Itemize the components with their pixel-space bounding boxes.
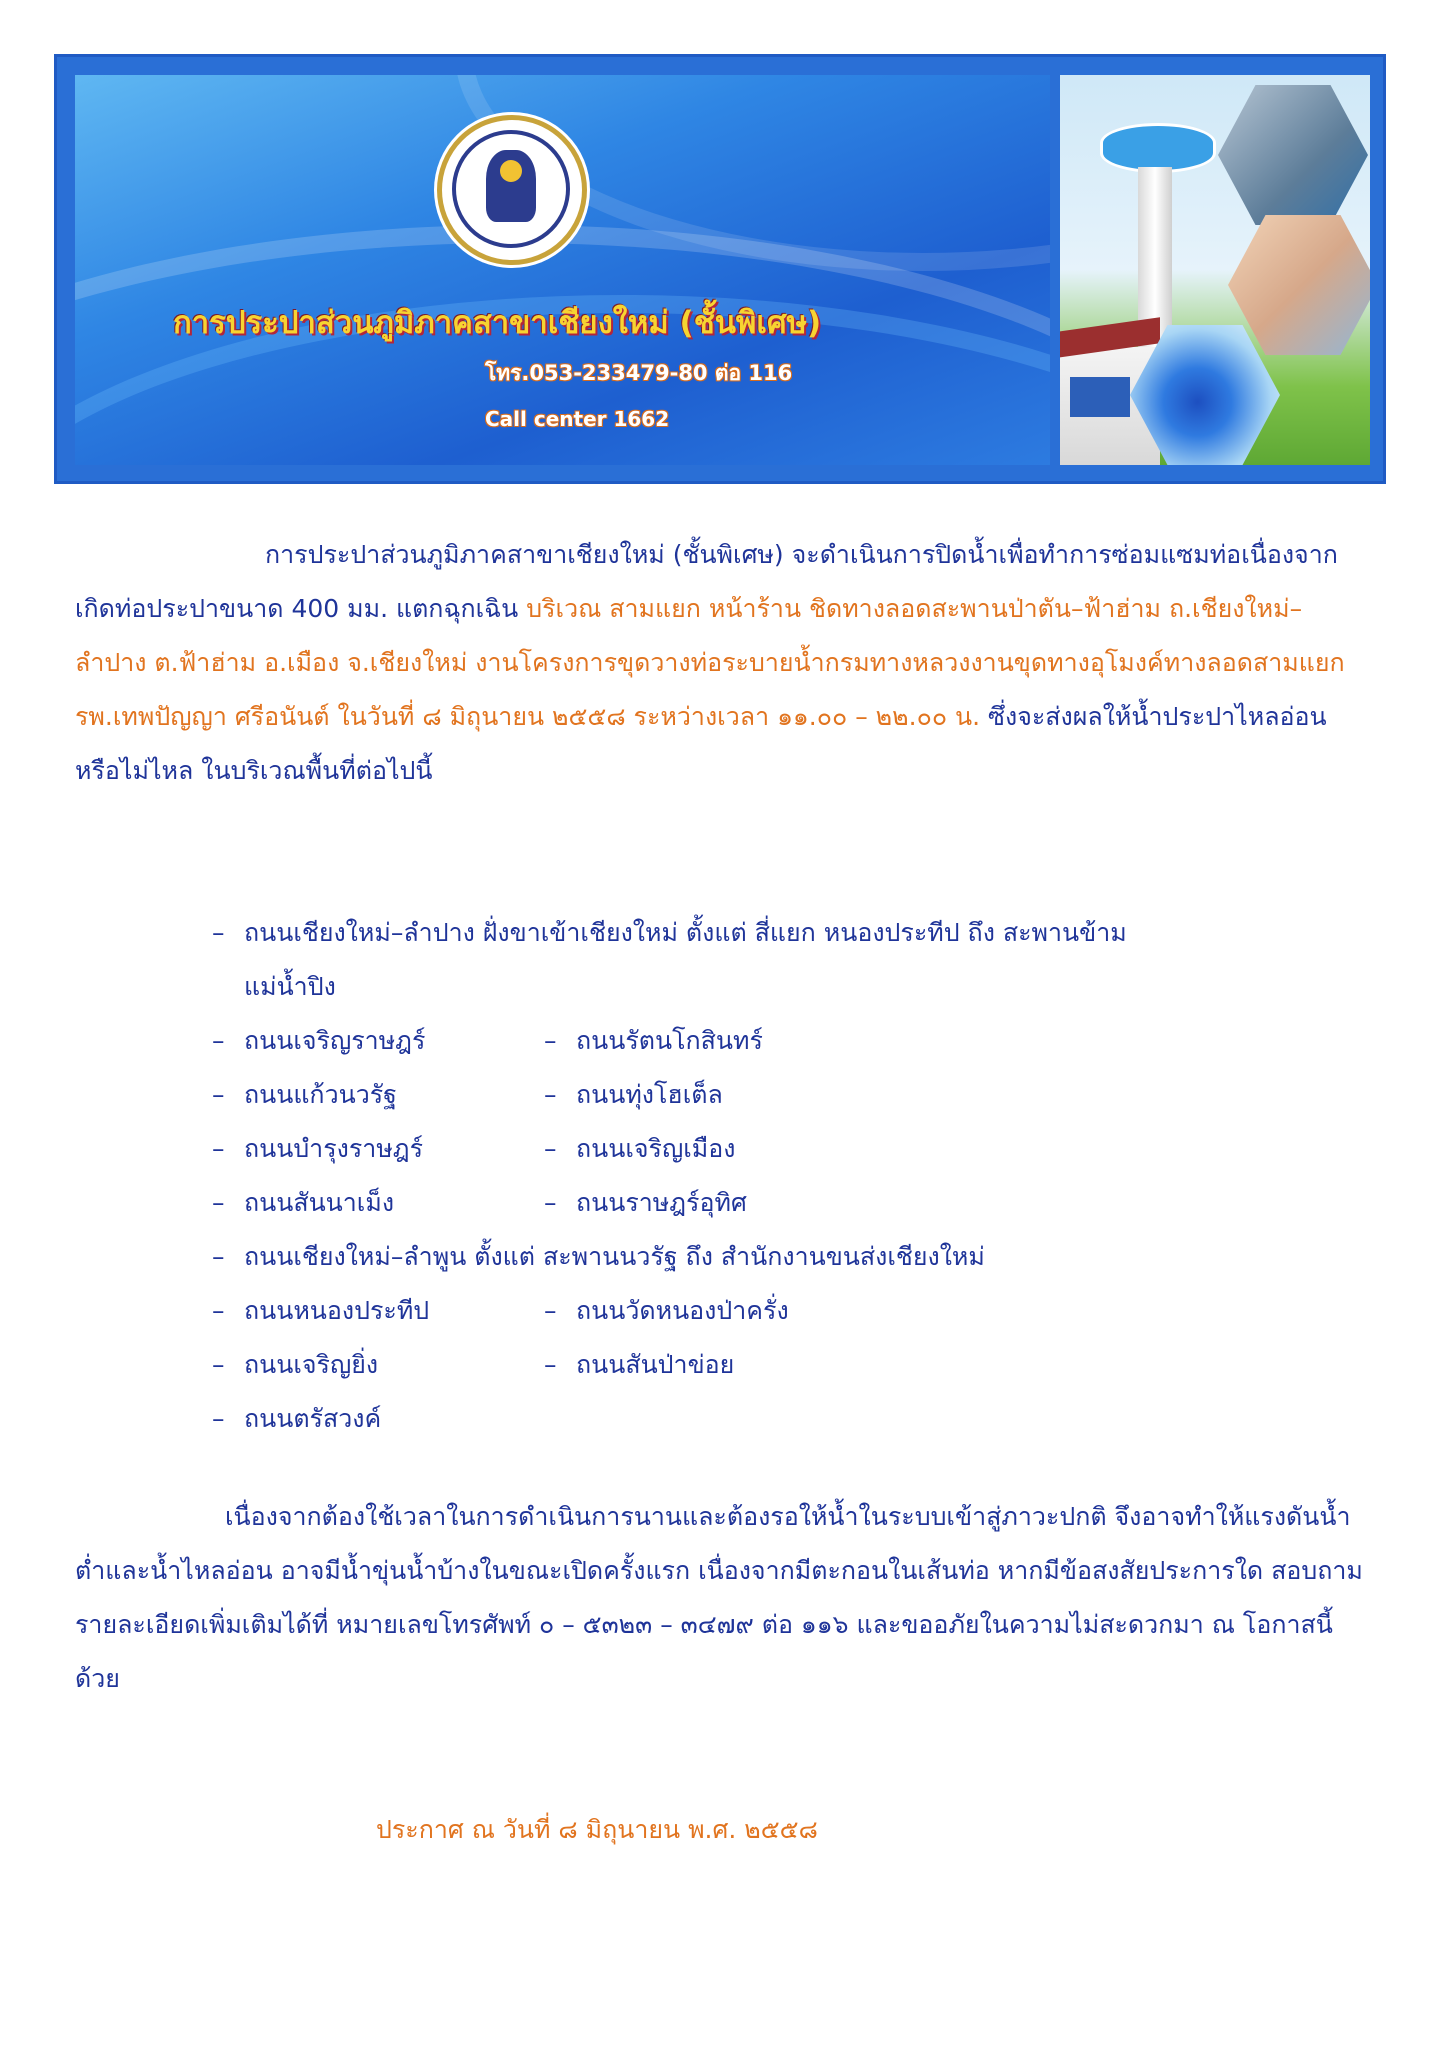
dash: – (544, 1188, 557, 1217)
dash: – (544, 1080, 557, 1109)
list-item (212, 1068, 1362, 1122)
dash: – (212, 1404, 225, 1433)
road-name: ถนนสันนาเม็ง (244, 1188, 395, 1217)
notice-paragraph-apology: เนื่องจากต้องใช้เวลาในการดำเนินการนานและต้องรอให้น้ำในระบบเข้าสู่ภาวะปกติ จึงอาจทำให้แรงดันน้ำต่ำและน้ำไหลอ่อน อาจมีน้ำขุ่นน้ำบ้างในขณะเปิดครั้งแรก เนื่องจากมีตะกอนในเส้นท่อ หากมีข้อสงสัยประการใด สอบถามรายละเอียดเพิ่มเติมได้ที่ หมายเลขโทรศัพท์ ๐ – ๕๓๒๓ – ๓๔๗๙ ต่อ ๑๑๖ และขออภัยในความไม่สะดวกมา ณ โอกาสนี้ด้วย (75, 1502, 1363, 1693)
banner-photo-collage (1060, 75, 1370, 465)
location-text: บริเวณ สามแยก หน้าร้าน ชิดทางลอดสะพานป่าตัน–ฟ้าฮ่าม ถ.เชียงใหม่–ลำปาง ต.ฟ้าฮ่าม อ.เมือง จ.เชียงใหม่ งานโครงการขุดวางท่อระบายน้ำกรมทางหลวงงานขุดทางอุโมงค์ทางลอดสามแยก รพ.เทพปัญญา ศรีอนันต์ ในวันที่ ๘ มิถุนายน ๒๕๕๘ ระหว่างเวลา ๑๑.๐๐ – ๒๒.๐๐ น. (75, 594, 1345, 731)
road-name: ถนนเจริญเมือง (576, 1134, 736, 1163)
road-name: ถนนเจริญยิ่ง (244, 1350, 379, 1379)
intro-text: การประปาส่วนภูมิภาคสาขาเชียงใหม่ (ชั้นพิเศษ) จะดำเนินการปิดน้ำเพื่อทำการซ่อมแซมท่อเนื่องจากเกิดท่อประปาขนาด 400 มม. แตกฉุกเฉิน (75, 540, 1338, 623)
road-name: ถนนเชียงใหม่–ลำพูน ตั้งแต่ สะพานนวรัฐ ถึง สำนักงานขนส่งเชียงใหม่ (244, 1242, 985, 1271)
road-name: ถนนสันป่าข่อย (576, 1350, 735, 1379)
road-name: ถนนแก้วนวรัฐ (244, 1080, 397, 1109)
dash: – (544, 1026, 557, 1055)
organization-name: การประปาส่วนภูมิภาคสาขาเชียงใหม่ (ชั้นพิเศษ) (173, 305, 822, 341)
road-name: ถนนหนองประทีป (244, 1296, 430, 1325)
phone-number: โทร.053-233479-80 ต่อ 116 (485, 361, 793, 385)
faucet-photo (1218, 85, 1368, 225)
dash: – (212, 1188, 225, 1217)
list-item (212, 1338, 1362, 1392)
water-tower-icon (1100, 123, 1216, 173)
road-name-continued: แม่น้ำปิง (244, 972, 336, 1001)
list-item (212, 1230, 1362, 1284)
road-name: ถนนรัตนโกสินทร์ (576, 1026, 763, 1055)
pwa-logo-icon (437, 115, 587, 265)
road-name: ถนนราษฎร์อุทิศ (576, 1188, 747, 1217)
dash: – (212, 1134, 225, 1163)
dash: – (212, 1296, 225, 1325)
road-name: ถนนเจริญราษฎร์ (244, 1026, 426, 1055)
effect-text: ซึ่งจะส่งผลให้น้ำประปาไหลอ่อนหรือไม่ไหล ในบริเวณพื้นที่ต่อไปนี้ (75, 702, 1327, 785)
road-name: ถนนเชียงใหม่–ลำปาง ฝั่งขาเข้าเชียงใหม่ ตั้งแต่ สี่แยก หนองประทีป ถึง สะพานข้าม (244, 918, 1127, 947)
list-item (212, 1122, 1362, 1176)
dash: – (212, 1242, 225, 1271)
dash: – (212, 1080, 225, 1109)
list-item (212, 906, 1362, 1014)
dash: – (544, 1296, 557, 1325)
dash: – (212, 918, 225, 947)
header-banner (54, 54, 1386, 484)
call-center: Call center 1662 (485, 407, 670, 431)
banner-blue-panel (75, 75, 1050, 465)
road-name: ถนนทุ่งโฮเต็ล (576, 1080, 723, 1109)
notice-paragraph-intro (75, 528, 1365, 798)
list-item (212, 1392, 1362, 1446)
dash: – (544, 1350, 557, 1379)
announcement-date: ประกาศ ณ วันที่ ๘ มิถุนายน พ.ศ. ๒๕๕๘ (376, 1815, 818, 1844)
road-name: ถนนตรัสวงค์ (244, 1404, 382, 1433)
dash: – (544, 1134, 557, 1163)
logo-figure (486, 150, 536, 222)
dash: – (212, 1350, 225, 1379)
road-name: ถนนวัดหนองป่าครั่ง (576, 1296, 789, 1325)
affected-roads-list (212, 906, 1362, 1446)
dash: – (212, 1026, 225, 1055)
list-item (212, 1284, 1362, 1338)
list-item (212, 1014, 1362, 1068)
road-name: ถนนบำรุงราษฎร์ (244, 1134, 424, 1163)
child-drinking-photo (1228, 215, 1370, 355)
list-item (212, 1176, 1362, 1230)
